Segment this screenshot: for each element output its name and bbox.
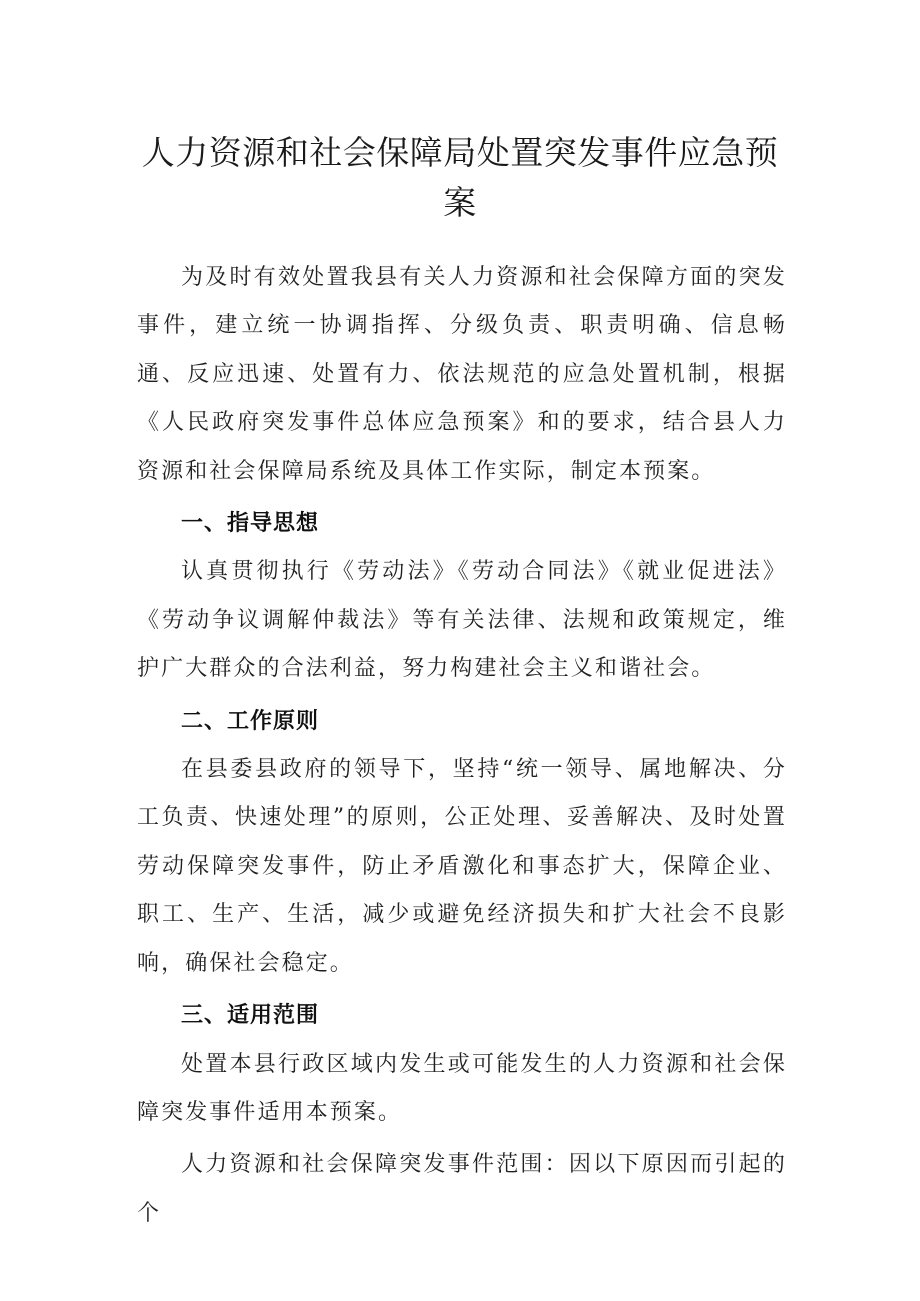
intro-paragraph: 为及时有效处置我县有关人力资源和社会保障方面的突发事件，建立统一协调指挥、分级负责、职责明确、信息畅通、反应迅速、处置有力、依法规范的应急处置机制，根据《人民政府突发事件总体应急预案》和的要求，结合县人力资源和社会保障局系统及具体工作实际，制定本预案。	[137, 265, 787, 484]
working-principles-paragraph: 在县委县政府的领导下，坚持“统一领导、属地解决、分工负责、快速处理”的原则，公正处理、妥善解决、及时处置劳动保障突发事件，防止矛盾激化和事态扩大，保障企业、职工、生产、生活，减少或避免经济损失和扩大社会不良影响，确保社会稳定。	[137, 757, 787, 976]
document-body	[137, 254, 787, 1238]
scope-paragraph: 处置本县行政区域内发生或可能发生的人力资源和社会保障突发事件适用本预案。	[137, 1051, 787, 1125]
scope-range-paragraph: 人力资源和社会保障突发事件范围：因以下原因而引起的个	[137, 1152, 787, 1226]
guiding-ideology-paragraph: 认真贯彻执行《劳动法》《劳动合同法》《就业促进法》《劳动争议调解仲裁法》等有关法律、法规和政策规定，维护广大群众的合法利益，努力构建社会主义和谐社会。	[137, 559, 787, 682]
section-heading-working-principles: 二、工作原则	[181, 708, 320, 734]
section-heading-scope: 三、适用范围	[181, 1003, 320, 1029]
document-title: 人力资源和社会保障局处置突发事件应急预案	[141, 133, 779, 222]
section-heading-guiding-ideology: 一、指导思想	[181, 511, 320, 537]
